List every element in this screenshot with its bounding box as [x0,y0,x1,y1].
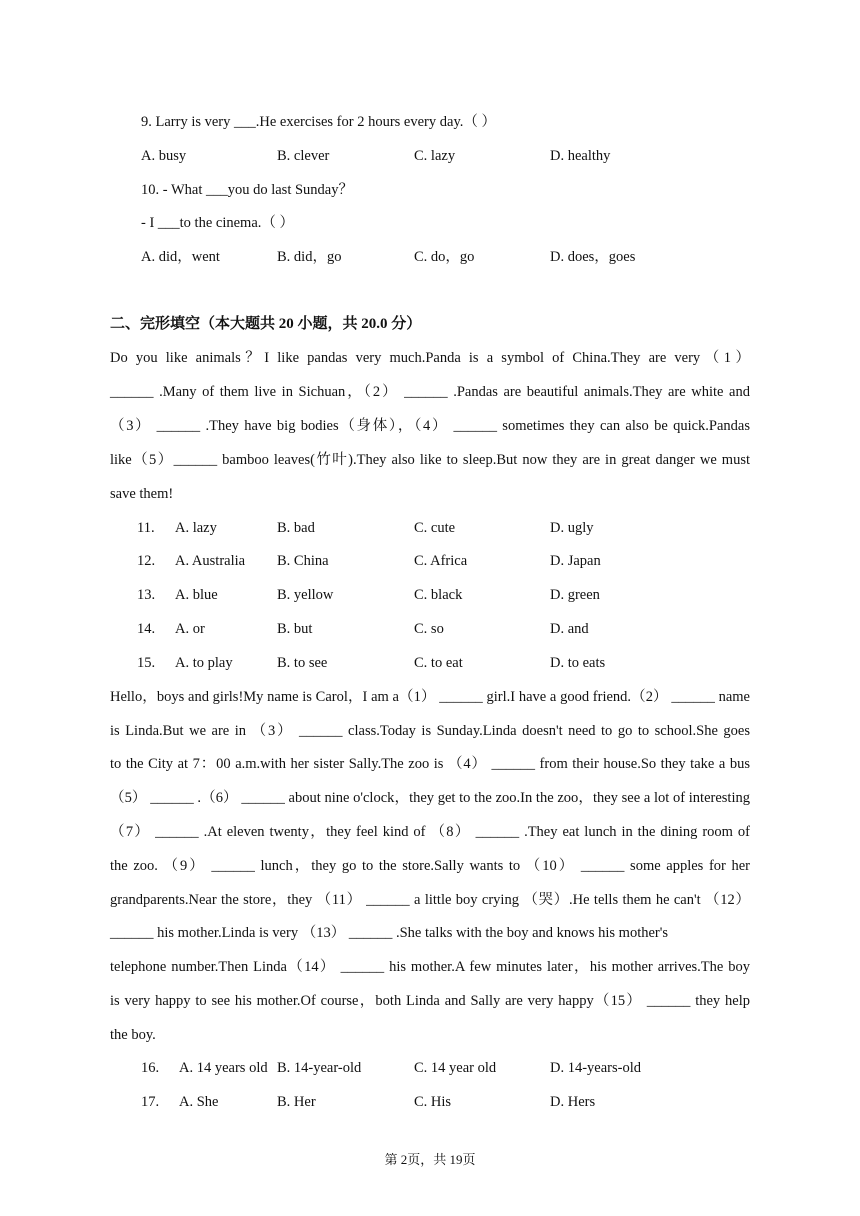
question-11-row [0,518,860,540]
question-9-options [0,146,860,168]
question-9-stem: 9. Larry is very ___.He exercises for 2 hours every day.（ ） [141,114,497,130]
option-c: C. lazy [414,148,456,164]
option-a: A. to play [175,655,233,671]
option-d: D. and [550,621,589,637]
question-10-options [0,247,860,269]
option-a: A. lazy [175,520,217,536]
option-a: A. She [179,1094,219,1110]
passage-2-line: the boy. [110,1027,156,1043]
option-c: C. do，go [414,249,475,265]
option-d: D. healthy [550,148,611,164]
question-12-row [0,551,860,573]
option-c: C. to eat [414,655,463,671]
option-d: D. green [550,587,600,603]
passage-1-line: save them! [110,486,174,502]
passage-1-line: like（5）______ bamboo leaves(竹叶).They also like to sleep.But now they are in great danger we must [110,452,750,468]
passage-2-line: the zoo. （9） ______ lunch，they go to the store.Sally wants to （10） ______ some apples for her [110,858,750,874]
question-number: 15. [137,655,156,671]
option-d: D. Japan [550,553,601,569]
option-a: A. Australia [175,553,246,569]
passage-2-line: （7） ______ .At eleven twenty，they feel kind of （8） ______ .They eat lunch in the dining room of [110,824,750,840]
question-number: 13. [137,587,156,603]
option-d: D. Hers [550,1094,596,1110]
passage-2-line: Hello，boys and girls!My name is Carol，I am a（1） ______ girl.I have a good friend.（2） ______ name [110,689,750,705]
option-a: A. did，went [141,249,220,265]
question-14-row [0,619,860,641]
passage-1-line: （3） ______ .They have big bodies（身体），（4） ______ sometimes they can also be quick.Pandas [110,418,750,434]
option-c: C. cute [414,520,456,536]
option-c: C. Africa [414,553,468,569]
option-b: B. clever [277,148,330,164]
passage-2-line: is very happy to see his mother.Of course，both Linda and Sally are very happy（15） ______ they help [110,993,750,1009]
option-b: B. but [277,621,313,637]
option-d: D. does，goes [550,249,636,265]
question-16-row [0,1058,860,1080]
option-b: B. China [277,553,329,569]
page-number-footer: 第 2页，共 19页 [384,1152,476,1167]
option-b: B. 14-year-old [277,1060,362,1076]
question-15-row [0,653,860,675]
option-b: B. to see [277,655,328,671]
option-c: C. His [414,1094,452,1110]
option-c: C. so [414,621,444,637]
question-number: 16. [141,1060,160,1076]
passage-1-line: Do you like animals？I like pandas very much.Panda is a symbol of China.They are very（1） [110,350,750,366]
question-10-stem-line1: 10. - What ___you do last Sunday？ [141,182,353,198]
question-number: 12. [137,553,156,569]
question-number: 17. [141,1094,160,1110]
option-b: B. yellow [277,587,334,603]
option-c: C. 14 year old [414,1060,497,1076]
passage-2-line: grandparents.Near the store，they （11） ______ a little boy crying （哭）.He tells them he can't （12） [110,892,750,908]
question-number: 14. [137,621,156,637]
passage-2-line: telephone number.Then Linda（14） ______ his mother.A few minutes later，his mother arrives.The boy [110,959,750,975]
option-a: A. busy [141,148,187,164]
option-d: D. ugly [550,520,594,536]
passage-1-line: ______ .Many of them live in Sichuan，（2） ______ .Pandas are beautiful animals.They are white and [110,384,750,400]
passage-2-line: （5） ______ .（6） ______ about nine o'clock，they get to the zoo.In the zoo，they see a lot of interesting [110,790,750,806]
option-a: A. or [175,621,205,637]
question-13-row [0,585,860,607]
option-a: A. blue [175,587,218,603]
option-b: B. Her [277,1094,316,1110]
question-number: 11. [137,520,155,536]
option-b: B. bad [277,520,315,536]
passage-2-line: is Linda.But we are in （3） ______ class.Today is Sunday.Linda doesn't need to go to school.She goes [110,723,750,739]
passage-2-line: ______ his mother.Linda is very （13） ______ .She talks with the boy and knows his mother's [110,925,669,941]
option-d: D. 14-years-old [550,1060,642,1076]
option-d: D. to eats [550,655,606,671]
question-10-stem-line2: - I ___to the cinema.（ ） [141,215,295,231]
option-b: B. did，go [277,249,342,265]
section-title: 二、完形填空（本大题共 20 小题，共 20.0 分） [110,316,422,332]
question-17-row [0,1092,860,1114]
passage-2-line: to the City at 7：00 a.m.with her sister Sally.The zoo is （4） ______ from their house.So they take a bus [110,756,750,772]
option-a: A. 14 years old [179,1060,268,1076]
option-c: C. black [414,587,463,603]
